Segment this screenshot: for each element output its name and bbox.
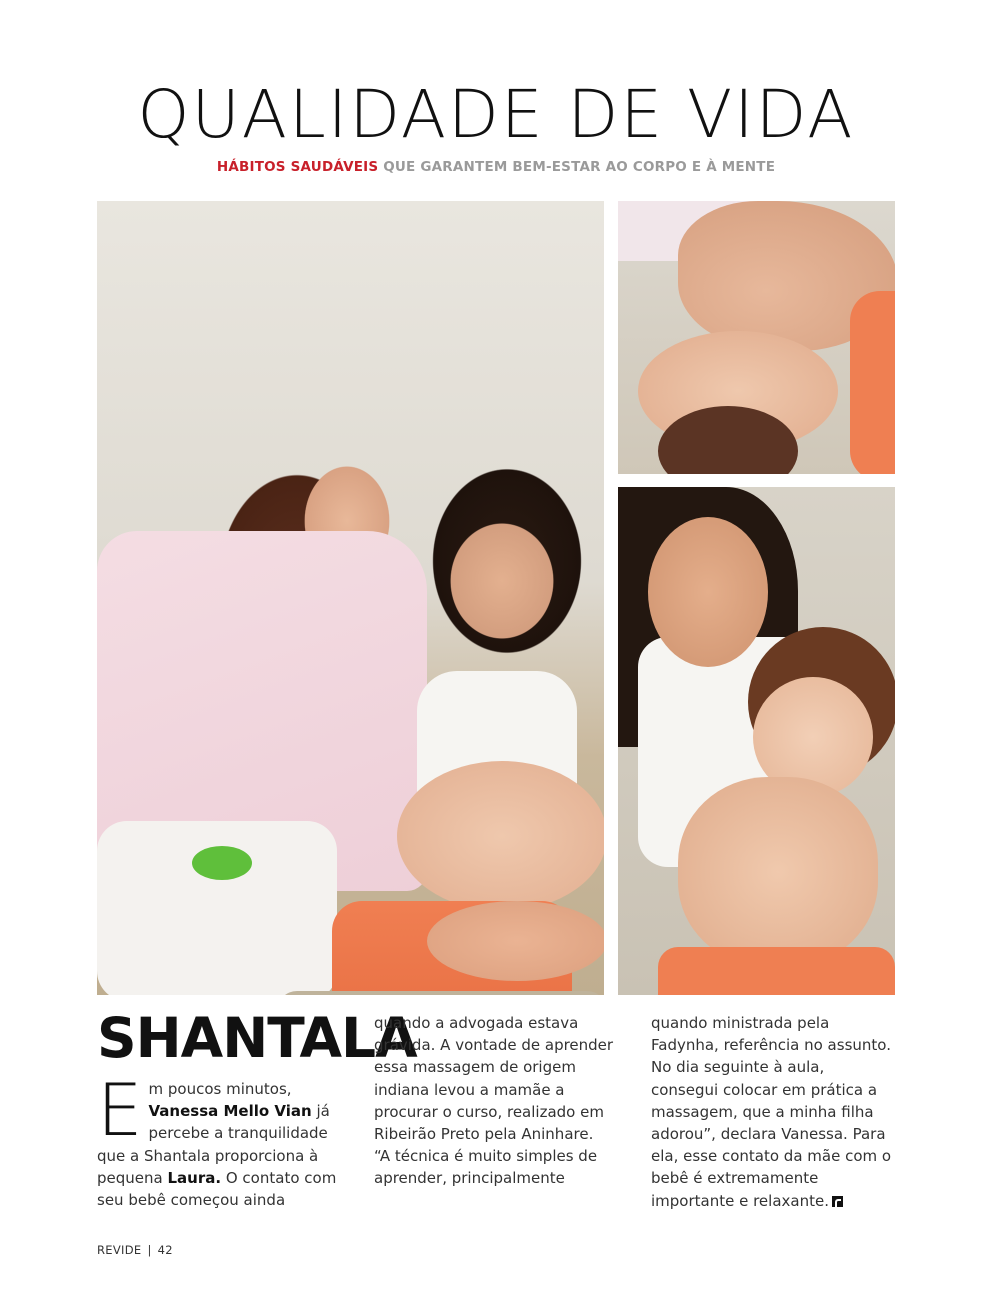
main-photo (97, 201, 604, 995)
body-text: já percebe a tranquilidade que a Shantala proporciona à pequena (97, 1102, 330, 1187)
body-text: quando ministrada pela Fadynha, referência no assunto. No dia seguinte à aula, consegui colocar em prática a massagem, que a minha filha adorou”, declara Vanessa. Para ela, esse contato da mãe com o bebê é extremamente importante e relaxante. (651, 1014, 892, 1210)
article-column-2 (374, 1012, 614, 1190)
top-right-photo (618, 201, 895, 474)
person-name: Laura. (167, 1168, 222, 1187)
dropcap: E (97, 1068, 143, 1152)
body-text: O contato com seu bebê começou ainda (97, 1168, 337, 1210)
photo-shape (397, 761, 604, 911)
subtitle-highlight: HÁBITOS SAUDÁVEIS (216, 159, 379, 175)
body-text: m poucos minutos, (148, 1080, 292, 1098)
magazine-name: REVIDE (97, 1243, 142, 1257)
end-mark-icon (832, 1196, 843, 1207)
photo-shape (277, 991, 604, 995)
photo-shape (658, 947, 895, 995)
body-text: quando a advogada estava grávida. A vontade de aprender essa massagem de origem indiana levou a mamãe a procurar o curso, realizado em Ribeirão Preto pela Aninhare. “A técnica é muito simples de aprender, principalmente (374, 1014, 614, 1188)
page-number: 42 (157, 1243, 173, 1257)
section-subtitle (0, 159, 992, 175)
article-column-3 (651, 1012, 896, 1212)
photo-shape (648, 517, 768, 667)
person-name: Vanessa Mello Vian (148, 1102, 312, 1121)
photo-shape (678, 777, 878, 967)
bottom-right-photo (618, 487, 895, 995)
photo-shape (192, 846, 252, 880)
section-title: QUALIDADE DE VIDA (137, 76, 855, 153)
article-column-1 (97, 1068, 337, 1211)
subtitle-rest: QUE GARANTEM BEM-ESTAR AO CORPO E À MENTE (383, 159, 776, 175)
page-footer (97, 1243, 173, 1257)
photo-shape (427, 901, 604, 981)
photo-shape (850, 291, 895, 474)
article-title: SHANTALA (97, 1006, 417, 1070)
footer-separator: | (147, 1243, 152, 1257)
